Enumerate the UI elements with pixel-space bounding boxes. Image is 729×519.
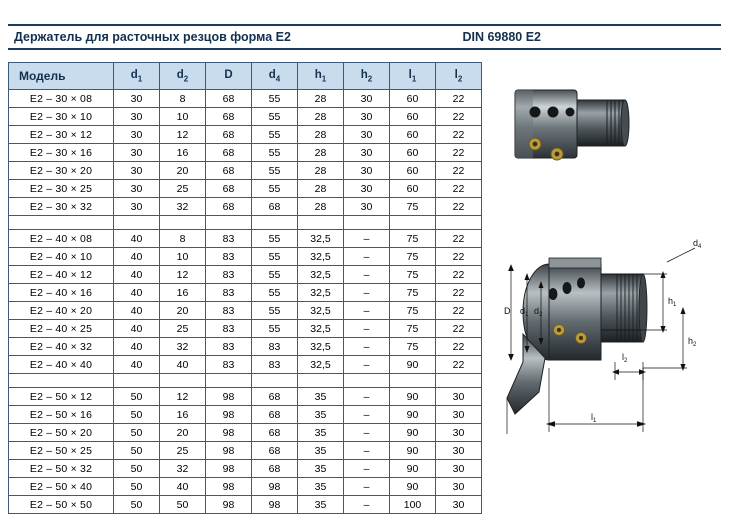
table-row[interactable]	[9, 180, 482, 198]
cell-D: 83	[206, 302, 252, 320]
cell-h2: 30	[344, 126, 390, 144]
cell-d4: 98	[252, 478, 298, 496]
cell-l2: 22	[436, 284, 482, 302]
cell-d4: 55	[252, 90, 298, 108]
cell-d2: 16	[160, 144, 206, 162]
dim-label-l1: $l_1$	[591, 412, 597, 424]
spacer-cell	[9, 374, 114, 388]
cell-d1: 50	[114, 496, 160, 514]
table-header-row	[9, 63, 482, 90]
cell-d1: 40	[114, 302, 160, 320]
cell-l1: 75	[390, 284, 436, 302]
table-row[interactable]	[9, 144, 482, 162]
cell-d1: 50	[114, 424, 160, 442]
cell-l1: 60	[390, 90, 436, 108]
cell-D: 68	[206, 180, 252, 198]
cell-d4: 83	[252, 356, 298, 374]
cell-model: E2 – 50 × 16	[9, 406, 114, 424]
cell-d1: 40	[114, 284, 160, 302]
cell-h1: 28	[298, 180, 344, 198]
cell-d2: 8	[160, 230, 206, 248]
cell-d2: 32	[160, 198, 206, 216]
cell-h2: –	[344, 442, 390, 460]
cell-d1: 40	[114, 320, 160, 338]
cell-l2: 22	[436, 338, 482, 356]
cell-h2: –	[344, 248, 390, 266]
cell-model: E2 – 30 × 25	[9, 180, 114, 198]
cell-D: 98	[206, 388, 252, 406]
cell-h2: 30	[344, 180, 390, 198]
cell-d1: 40	[114, 356, 160, 374]
spacer-cell	[160, 374, 206, 388]
cell-d4: 55	[252, 266, 298, 284]
table-row[interactable]	[9, 266, 482, 284]
cell-d1: 40	[114, 230, 160, 248]
cell-h1: 32,5	[298, 284, 344, 302]
dim-label-h2: $h_2$	[688, 336, 697, 348]
cell-h2: 30	[344, 90, 390, 108]
cell-d1: 30	[114, 90, 160, 108]
illustration-panel	[487, 62, 723, 512]
cell-d4: 55	[252, 248, 298, 266]
table-row[interactable]	[9, 356, 482, 374]
cell-h2: 30	[344, 108, 390, 126]
cell-model: E2 – 50 × 20	[9, 424, 114, 442]
cell-d2: 12	[160, 266, 206, 284]
spacer-cell	[206, 374, 252, 388]
spacer-cell	[160, 216, 206, 230]
cell-l2: 22	[436, 180, 482, 198]
cell-model: E2 – 50 × 32	[9, 460, 114, 478]
cell-model: E2 – 30 × 12	[9, 126, 114, 144]
cell-l1: 75	[390, 338, 436, 356]
cell-h2: –	[344, 320, 390, 338]
dim-label-D: D	[504, 306, 511, 316]
cell-h1: 35	[298, 424, 344, 442]
cell-h1: 28	[298, 126, 344, 144]
cell-h2: –	[344, 460, 390, 478]
spec-table	[8, 62, 482, 514]
cell-l2: 22	[436, 198, 482, 216]
cell-l1: 75	[390, 320, 436, 338]
cell-h2: –	[344, 266, 390, 284]
spacer-cell	[9, 216, 114, 230]
cell-l1: 100	[390, 496, 436, 514]
cell-d1: 30	[114, 180, 160, 198]
cell-d4: 83	[252, 338, 298, 356]
cell-h2: 30	[344, 198, 390, 216]
cell-D: 83	[206, 230, 252, 248]
dim-label-d1: $d_1$	[520, 306, 529, 318]
cell-h1: 28	[298, 90, 344, 108]
dim-label-d2: $d_2$	[534, 306, 543, 318]
cell-l2: 22	[436, 356, 482, 374]
cell-h1: 32,5	[298, 320, 344, 338]
dim-label-l2: $l_2$	[622, 352, 628, 364]
cell-d1: 50	[114, 460, 160, 478]
cell-d1: 50	[114, 406, 160, 424]
cell-d2: 12	[160, 388, 206, 406]
column-header-model: Модель	[9, 63, 114, 90]
cell-h1: 35	[298, 478, 344, 496]
cell-D: 68	[206, 198, 252, 216]
cell-d2: 10	[160, 248, 206, 266]
cell-h1: 32,5	[298, 248, 344, 266]
cell-l2: 30	[436, 442, 482, 460]
cell-d2: 10	[160, 108, 206, 126]
standard-label: DIN 69880 E2	[462, 30, 541, 44]
cell-d4: 55	[252, 320, 298, 338]
spacer-cell	[344, 216, 390, 230]
cell-h2: –	[344, 356, 390, 374]
cell-D: 68	[206, 162, 252, 180]
cell-D: 98	[206, 460, 252, 478]
cell-l2: 22	[436, 248, 482, 266]
cell-l1: 90	[390, 406, 436, 424]
cell-h2: –	[344, 302, 390, 320]
cell-l2: 30	[436, 424, 482, 442]
cell-l1: 60	[390, 144, 436, 162]
cell-d1: 40	[114, 266, 160, 284]
column-header-l2: $l_2$	[436, 63, 482, 90]
cell-model: E2 – 30 × 16	[9, 144, 114, 162]
cell-d4: 55	[252, 144, 298, 162]
spacer-cell	[390, 216, 436, 230]
cell-model: E2 – 40 × 32	[9, 338, 114, 356]
spacer-cell	[344, 374, 390, 388]
cell-D: 68	[206, 144, 252, 162]
cell-h1: 28	[298, 108, 344, 126]
cell-h1: 35	[298, 442, 344, 460]
cell-h2: 30	[344, 144, 390, 162]
cell-l1: 75	[390, 302, 436, 320]
cell-l2: 22	[436, 126, 482, 144]
cell-h1: 32,5	[298, 230, 344, 248]
cell-l1: 90	[390, 460, 436, 478]
spacer-cell	[390, 374, 436, 388]
cell-h1: 35	[298, 406, 344, 424]
cell-d4: 55	[252, 302, 298, 320]
cell-h1: 28	[298, 144, 344, 162]
cell-model: E2 – 40 × 20	[9, 302, 114, 320]
cell-model: E2 – 40 × 10	[9, 248, 114, 266]
table-row[interactable]	[9, 460, 482, 478]
cell-d2: 12	[160, 126, 206, 144]
cell-model: E2 – 40 × 08	[9, 230, 114, 248]
cell-model: E2 – 30 × 32	[9, 198, 114, 216]
cell-d2: 50	[160, 496, 206, 514]
spacer-cell	[298, 216, 344, 230]
table-row[interactable]	[9, 406, 482, 424]
cell-l2: 30	[436, 496, 482, 514]
cell-l1: 60	[390, 126, 436, 144]
cell-d2: 8	[160, 90, 206, 108]
table-row[interactable]	[9, 126, 482, 144]
cell-l1: 75	[390, 230, 436, 248]
table-row[interactable]	[9, 248, 482, 266]
cell-h1: 32,5	[298, 338, 344, 356]
table-group-50	[9, 388, 482, 514]
cell-l1: 60	[390, 180, 436, 198]
cell-l2: 22	[436, 320, 482, 338]
cell-l2: 30	[436, 406, 482, 424]
cell-D: 68	[206, 126, 252, 144]
cell-d4: 68	[252, 442, 298, 460]
cell-h2: –	[344, 406, 390, 424]
dim-label-h1: $h_1$	[668, 296, 677, 308]
table-row[interactable]	[9, 162, 482, 180]
cell-h1: 32,5	[298, 266, 344, 284]
spec-table-wrapper	[8, 62, 481, 514]
cell-l2: 30	[436, 388, 482, 406]
cell-h1: 35	[298, 388, 344, 406]
group-spacer-row	[9, 216, 482, 230]
cell-model: E2 – 50 × 25	[9, 442, 114, 460]
cell-model: E2 – 50 × 12	[9, 388, 114, 406]
column-header-d2: $d_2$	[160, 63, 206, 90]
cell-h1: 32,5	[298, 356, 344, 374]
table-row[interactable]	[9, 90, 482, 108]
spacer-cell	[114, 216, 160, 230]
cell-h1: 28	[298, 198, 344, 216]
cell-D: 98	[206, 424, 252, 442]
cell-l1: 75	[390, 266, 436, 284]
cell-l2: 22	[436, 230, 482, 248]
cell-l2: 22	[436, 90, 482, 108]
cell-l1: 75	[390, 248, 436, 266]
cell-d4: 55	[252, 284, 298, 302]
cell-l2: 22	[436, 266, 482, 284]
illustration-svg	[487, 62, 723, 512]
spacer-cell	[436, 216, 482, 230]
cell-l1: 90	[390, 356, 436, 374]
cell-d4: 68	[252, 198, 298, 216]
cell-d4: 55	[252, 126, 298, 144]
cell-l2: 22	[436, 144, 482, 162]
cell-d2: 32	[160, 460, 206, 478]
table-group-30	[9, 90, 482, 230]
cell-d1: 30	[114, 162, 160, 180]
cell-h1: 28	[298, 162, 344, 180]
cell-D: 83	[206, 356, 252, 374]
cell-d2: 20	[160, 162, 206, 180]
cell-d2: 40	[160, 356, 206, 374]
cell-d2: 25	[160, 180, 206, 198]
cell-d2: 16	[160, 284, 206, 302]
cell-d4: 68	[252, 460, 298, 478]
cell-h2: –	[344, 284, 390, 302]
toolholder-technical-drawing	[504, 238, 702, 434]
cell-l1: 75	[390, 198, 436, 216]
cell-d2: 25	[160, 320, 206, 338]
cell-model: E2 – 30 × 08	[9, 90, 114, 108]
cell-h1: 35	[298, 496, 344, 514]
cell-l2: 22	[436, 108, 482, 126]
cell-D: 83	[206, 338, 252, 356]
cell-model: E2 – 30 × 10	[9, 108, 114, 126]
cell-d2: 25	[160, 442, 206, 460]
column-header-d1: $d_1$	[114, 63, 160, 90]
cell-l1: 60	[390, 108, 436, 126]
table-row[interactable]	[9, 496, 482, 514]
table-row[interactable]	[9, 320, 482, 338]
column-header-h2: $h_2$	[344, 63, 390, 90]
cell-D: 68	[206, 90, 252, 108]
cell-h2: –	[344, 496, 390, 514]
table-row[interactable]	[9, 442, 482, 460]
dim-label-d4: $d_4$	[693, 238, 702, 250]
table-row[interactable]	[9, 338, 482, 356]
cell-D: 98	[206, 496, 252, 514]
spacer-cell	[206, 216, 252, 230]
cell-l2: 30	[436, 478, 482, 496]
cell-d2: 40	[160, 478, 206, 496]
spacer-cell	[298, 374, 344, 388]
page-title: Держатель для расточных резцов форма E2	[14, 30, 291, 44]
cell-l2: 22	[436, 302, 482, 320]
column-header-D: D	[206, 63, 252, 90]
cell-d1: 30	[114, 144, 160, 162]
cell-d4: 98	[252, 496, 298, 514]
cell-l1: 90	[390, 388, 436, 406]
cell-D: 83	[206, 266, 252, 284]
cell-h2: –	[344, 388, 390, 406]
cell-h1: 35	[298, 460, 344, 478]
toolholder-photo	[515, 90, 629, 160]
table-row[interactable]	[9, 198, 482, 216]
table-row[interactable]	[9, 230, 482, 248]
cell-l1: 90	[390, 442, 436, 460]
cell-d4: 55	[252, 180, 298, 198]
cell-D: 68	[206, 108, 252, 126]
cell-h1: 32,5	[298, 302, 344, 320]
column-header-h1: $h_1$	[298, 63, 344, 90]
group-spacer-row	[9, 374, 482, 388]
cell-D: 98	[206, 442, 252, 460]
cell-d4: 68	[252, 406, 298, 424]
cell-d1: 50	[114, 388, 160, 406]
cell-model: E2 – 50 × 50	[9, 496, 114, 514]
cell-d4: 55	[252, 108, 298, 126]
cell-d2: 16	[160, 406, 206, 424]
cell-h2: –	[344, 424, 390, 442]
cell-d2: 20	[160, 424, 206, 442]
cell-d1: 30	[114, 126, 160, 144]
table-row[interactable]	[9, 302, 482, 320]
cell-h2: 30	[344, 162, 390, 180]
cell-d1: 40	[114, 248, 160, 266]
cell-l2: 30	[436, 460, 482, 478]
cell-model: E2 – 40 × 40	[9, 356, 114, 374]
cell-D: 83	[206, 320, 252, 338]
table-row[interactable]	[9, 424, 482, 442]
column-header-d4: $d_4$	[252, 63, 298, 90]
spacer-cell	[252, 216, 298, 230]
cell-h2: –	[344, 230, 390, 248]
cell-d1: 50	[114, 478, 160, 496]
cell-model: E2 – 30 × 20	[9, 162, 114, 180]
header-bar	[8, 24, 721, 50]
cell-l2: 22	[436, 162, 482, 180]
table-row[interactable]	[9, 388, 482, 406]
cell-l1: 90	[390, 478, 436, 496]
cell-d2: 20	[160, 302, 206, 320]
cell-l1: 60	[390, 162, 436, 180]
cell-model: E2 – 40 × 25	[9, 320, 114, 338]
table-head	[9, 63, 482, 90]
cell-model: E2 – 50 × 40	[9, 478, 114, 496]
cell-d4: 55	[252, 230, 298, 248]
cell-d1: 30	[114, 108, 160, 126]
cell-d1: 40	[114, 338, 160, 356]
cell-l1: 90	[390, 424, 436, 442]
cell-D: 98	[206, 406, 252, 424]
cell-D: 83	[206, 248, 252, 266]
cell-d4: 68	[252, 388, 298, 406]
cell-model: E2 – 40 × 16	[9, 284, 114, 302]
cell-h2: –	[344, 478, 390, 496]
cell-D: 83	[206, 284, 252, 302]
cell-d1: 30	[114, 198, 160, 216]
table-row[interactable]	[9, 108, 482, 126]
column-header-l1: $l_1$	[390, 63, 436, 90]
table-row[interactable]	[9, 284, 482, 302]
cell-d1: 50	[114, 442, 160, 460]
table-row[interactable]	[9, 478, 482, 496]
cell-D: 98	[206, 478, 252, 496]
cell-d4: 55	[252, 162, 298, 180]
spacer-cell	[252, 374, 298, 388]
spacer-cell	[114, 374, 160, 388]
cell-h2: –	[344, 338, 390, 356]
cell-d4: 68	[252, 424, 298, 442]
cell-d2: 32	[160, 338, 206, 356]
table-group-40	[9, 230, 482, 388]
spacer-cell	[436, 374, 482, 388]
cell-model: E2 – 40 × 12	[9, 266, 114, 284]
